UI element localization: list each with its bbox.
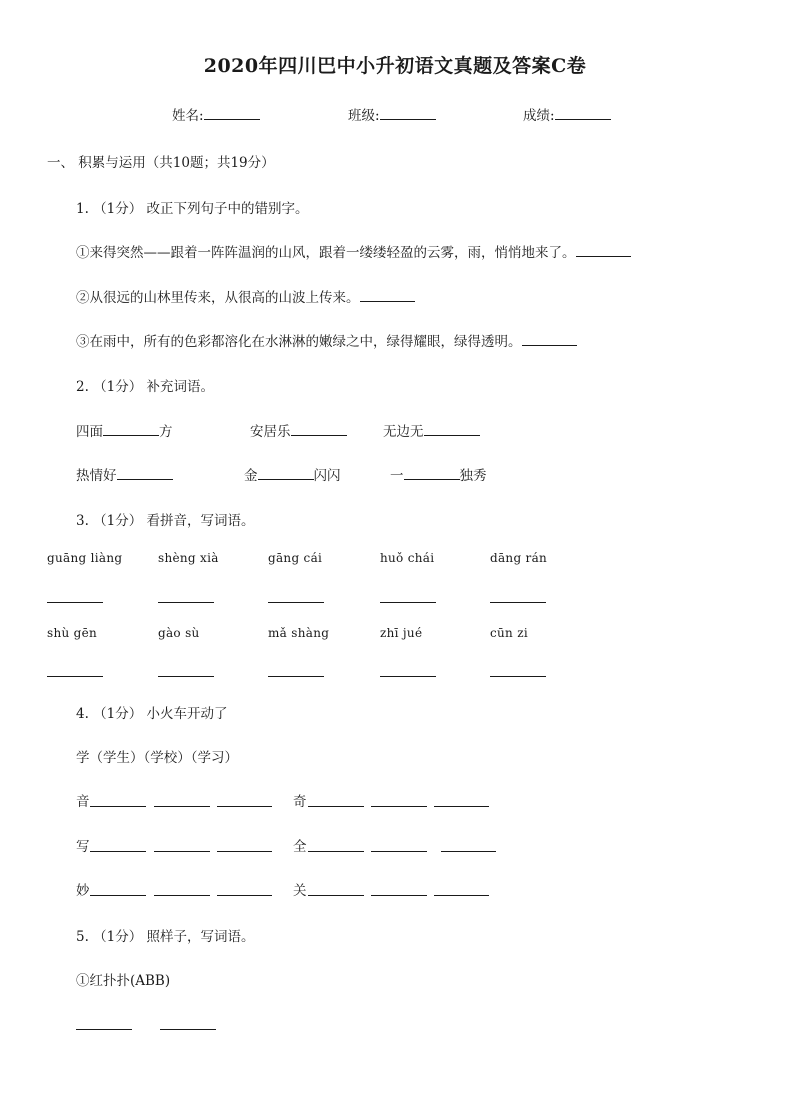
q1-s1-blank[interactable] bbox=[576, 255, 631, 257]
q2-r2-a-pre: 热情好 bbox=[76, 468, 117, 484]
class-blank[interactable] bbox=[380, 118, 436, 120]
q4-right-char: 关 bbox=[293, 883, 307, 899]
q1-s3-text: ③在雨中，所有的色彩都溶化在水淋淋的嫩绿之中，绿得耀眼，绿得透明。 bbox=[76, 334, 522, 350]
q4-blank[interactable] bbox=[434, 895, 489, 896]
q3-answer-blank[interactable] bbox=[380, 676, 436, 677]
q4-blank[interactable] bbox=[154, 895, 210, 896]
q4-blank[interactable] bbox=[308, 851, 364, 852]
q2-r1-c-blank[interactable] bbox=[424, 434, 480, 436]
q4-blank[interactable] bbox=[90, 895, 146, 896]
name-blank[interactable] bbox=[204, 118, 260, 120]
q4-blank[interactable] bbox=[371, 851, 427, 852]
q3-answer-blank[interactable] bbox=[47, 676, 103, 677]
q2-r1-c-pre: 无边无 bbox=[383, 424, 424, 440]
q2-r1-b-blank[interactable] bbox=[291, 434, 347, 436]
q1-s2-blank[interactable] bbox=[360, 300, 415, 302]
q1-s1-text: ①来得突然——跟着一阵阵温润的山风，跟着一缕缕轻盈的云雾，雨，悄悄地来了。 bbox=[76, 245, 576, 261]
q4-blank[interactable] bbox=[434, 806, 489, 807]
q2-r1-b-pre: 安居乐 bbox=[250, 424, 291, 440]
q3-pinyin: shù gēn bbox=[47, 626, 98, 640]
q2-r2-c-post: 独秀 bbox=[459, 468, 487, 484]
q4-blank[interactable] bbox=[441, 851, 496, 852]
q2-r2-b-blank[interactable] bbox=[258, 478, 314, 480]
q3-prompt: 3. （1分） 看拼音，写词语。 bbox=[76, 513, 255, 529]
score-label: 成绩: bbox=[523, 108, 555, 124]
q2-r2-b-pre: 金 bbox=[244, 468, 258, 484]
q3-pinyin: mǎ shàng bbox=[268, 626, 330, 640]
q2-r2-a bbox=[76, 464, 173, 484]
q3-answer-blank[interactable] bbox=[158, 676, 214, 677]
q1-sentence-1 bbox=[76, 241, 631, 261]
q2-r1-b bbox=[250, 420, 347, 440]
q1-sentence-2 bbox=[76, 286, 415, 306]
q4-blank[interactable] bbox=[217, 851, 272, 852]
q3-pinyin: zhī jué bbox=[380, 626, 423, 640]
q4-blank[interactable] bbox=[217, 806, 272, 807]
q2-r2-b bbox=[244, 464, 341, 484]
q2-prompt: 2. （1分） 补充词语。 bbox=[76, 379, 215, 395]
class-label: 班级: bbox=[348, 108, 380, 124]
q3-answer-blank[interactable] bbox=[380, 602, 436, 603]
class-field bbox=[348, 104, 436, 124]
q4-left-char: 音 bbox=[76, 794, 90, 810]
section-heading: 一、 积累与运用（共10题；共19分） bbox=[47, 155, 275, 171]
q4-example: 学（学生）（学校）（学习） bbox=[76, 750, 238, 766]
q5-example: ①红扑扑(ABB) bbox=[76, 973, 171, 989]
q3-pinyin: shèng xià bbox=[158, 551, 219, 565]
q2-r1-a-pre: 四面 bbox=[76, 424, 103, 440]
q2-r2-a-blank[interactable] bbox=[117, 478, 173, 480]
q5-blank[interactable] bbox=[76, 1029, 132, 1030]
q2-r2-c-blank[interactable] bbox=[404, 478, 460, 480]
q3-pinyin: gào sù bbox=[158, 626, 200, 640]
q3-answer-blank[interactable] bbox=[490, 676, 546, 677]
q4-blank[interactable] bbox=[371, 895, 427, 896]
q4-blank[interactable] bbox=[371, 806, 427, 807]
q3-pinyin: huǒ chái bbox=[380, 551, 435, 565]
q2-r1-a-blank[interactable] bbox=[103, 434, 159, 436]
q4-prompt: 4. （1分） 小火车开动了 bbox=[76, 706, 228, 722]
q3-pinyin: cūn zi bbox=[490, 626, 528, 640]
score-blank[interactable] bbox=[555, 118, 611, 120]
q4-blank[interactable] bbox=[90, 806, 146, 807]
q1-s2-text: ②从很远的山林里传来，从很高的山波上传来。 bbox=[76, 290, 360, 306]
q3-pinyin: guāng liàng bbox=[47, 551, 123, 565]
q4-blank[interactable] bbox=[308, 806, 364, 807]
q3-answer-blank[interactable] bbox=[268, 602, 324, 603]
q2-r2-b-post: 闪闪 bbox=[313, 468, 341, 484]
q5-prompt: 5. （1分） 照样子，写词语。 bbox=[76, 929, 255, 945]
q4-left-char: 写 bbox=[76, 839, 90, 855]
q1-sentence-3 bbox=[76, 330, 577, 350]
page-title: 2020年四川巴中小升初语文真题及答案C卷 bbox=[203, 55, 587, 77]
name-label: 姓名: bbox=[172, 108, 204, 124]
q3-pinyin: dāng rán bbox=[490, 551, 548, 565]
q1-s3-blank[interactable] bbox=[522, 344, 577, 346]
q3-answer-blank[interactable] bbox=[47, 602, 103, 603]
q2-r1-c bbox=[383, 420, 480, 440]
q2-r1-a-post: 方 bbox=[159, 424, 173, 440]
q2-r2-c-pre: 一 bbox=[390, 468, 404, 484]
q3-answer-blank[interactable] bbox=[268, 676, 324, 677]
q3-answer-blank[interactable] bbox=[158, 602, 214, 603]
q2-r2-c bbox=[390, 464, 487, 484]
q4-right-char: 奇 bbox=[293, 794, 307, 810]
q4-blank[interactable] bbox=[308, 895, 364, 896]
q4-blank[interactable] bbox=[154, 806, 210, 807]
q2-r1-a bbox=[76, 420, 173, 440]
q4-blank[interactable] bbox=[90, 851, 146, 852]
q1-prompt: 1. （1分） 改正下列句子中的错别字。 bbox=[76, 201, 309, 217]
q3-pinyin: gāng cái bbox=[268, 551, 323, 565]
name-field bbox=[172, 104, 260, 124]
q4-blank[interactable] bbox=[217, 895, 272, 896]
q4-left-char: 妙 bbox=[76, 883, 90, 899]
score-field bbox=[523, 104, 611, 124]
q4-right-char: 全 bbox=[293, 839, 307, 855]
q4-blank[interactable] bbox=[154, 851, 210, 852]
q5-blank[interactable] bbox=[160, 1029, 216, 1030]
q3-answer-blank[interactable] bbox=[490, 602, 546, 603]
